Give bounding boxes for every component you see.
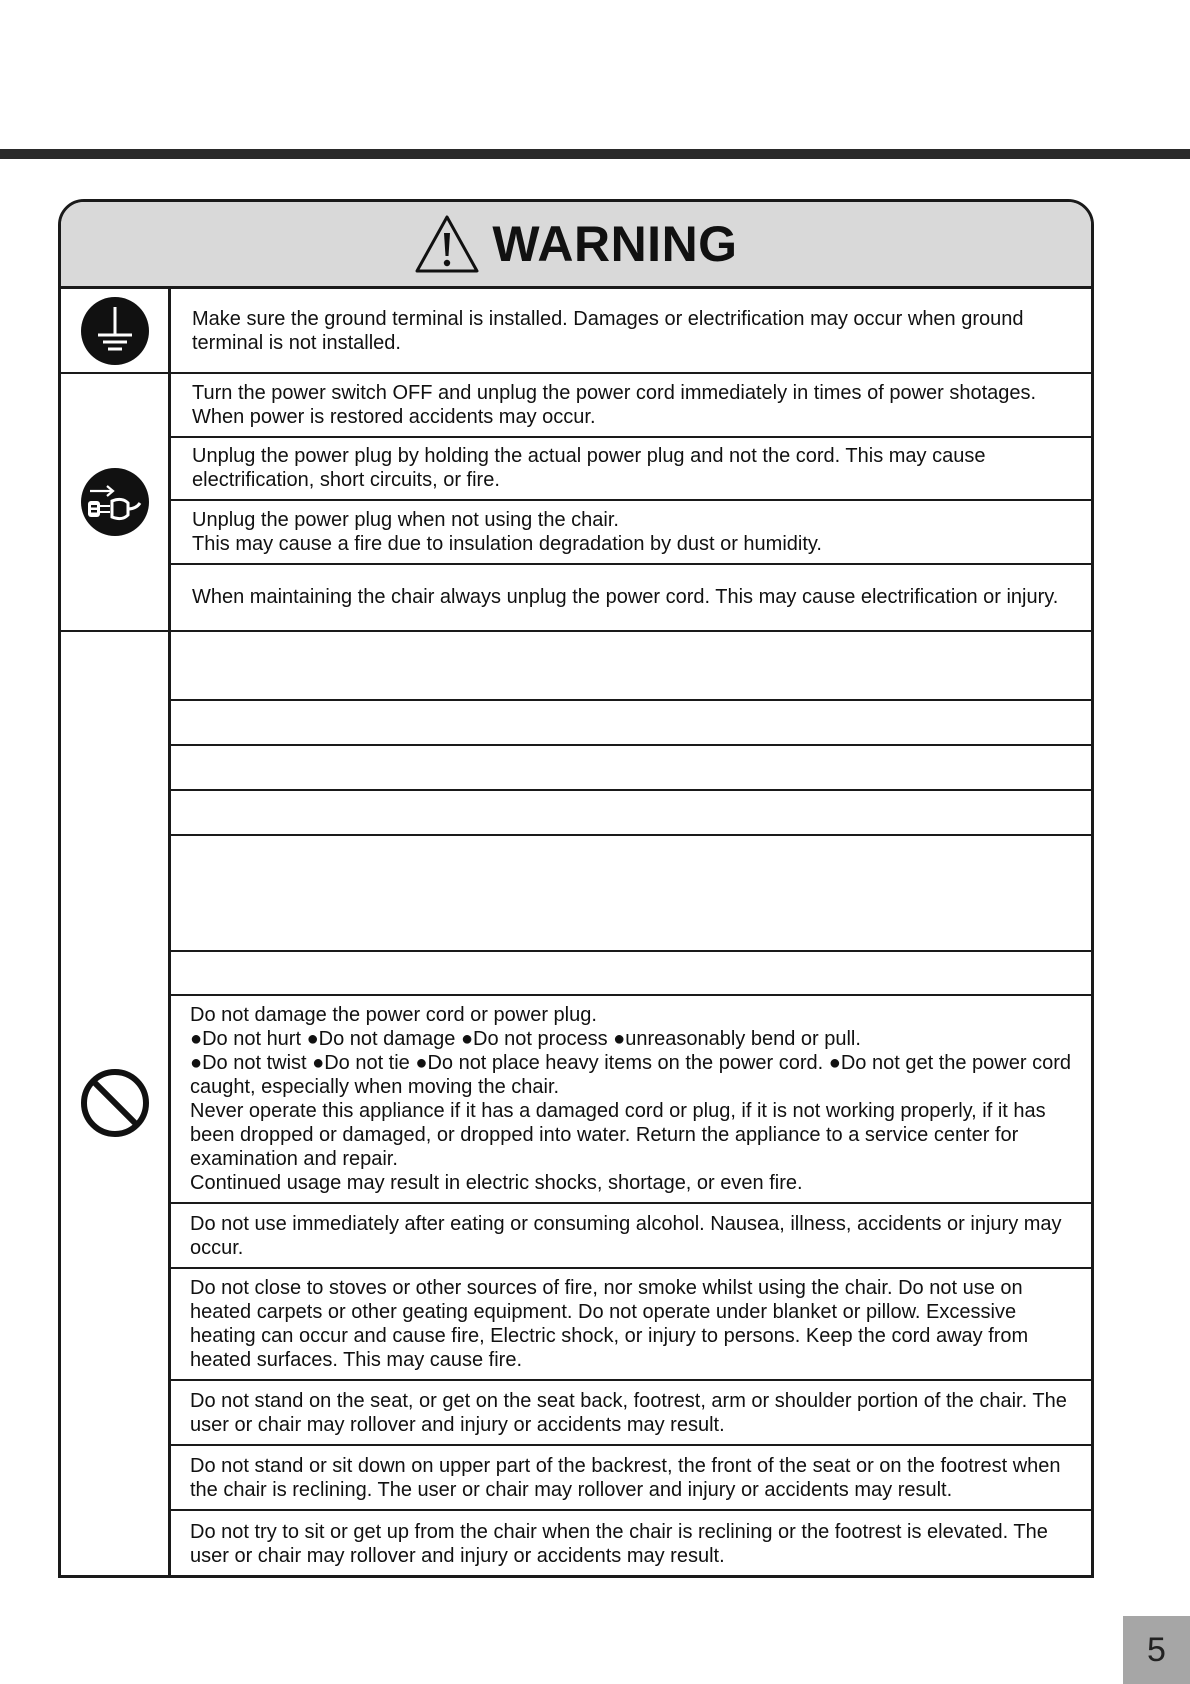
icon-cell (61, 374, 171, 630)
warning-row (171, 501, 1091, 565)
warning-text: Do not damage the power cord or power plug. ●Do not hurt ●Do not damage ●Do not process ●unreasonably bend or pull. ●Do not twist ●Do not tie ●Do not place heavy items on the power cord. ●Do not get the power cord caught, especially when moving the chair. Never operate this appliance if it has a damaged cord or plug, if it is not working properly, if it has been dropped or damaged, or dropped into water. Return the appliance to a service center for examination and repair. Continued usage may result in electric shocks, shortage, or even fire. (190, 1004, 1071, 1194)
warning-row-empty (171, 791, 1091, 836)
warning-text: Unplug the power plug by holding the actual power plug and not the cord. This may cause electrification, short circuits, or fire. (192, 445, 986, 492)
warning-row (171, 374, 1091, 438)
warning-row (171, 1204, 1091, 1269)
warning-text: When maintaining the chair always unplug the power cord. This may cause electrification or injury. (192, 586, 1059, 609)
warning-row-empty (171, 952, 1091, 996)
warning-text: Do not try to sit or get up from the chair when the chair is reclining or the footrest is elevated. The user or chair may rollover and injury or accidents may result. (190, 1520, 1048, 1567)
warning-panel (58, 199, 1094, 1578)
warning-row (171, 1511, 1091, 1576)
warning-row (171, 1269, 1091, 1381)
top-rule (0, 149, 1190, 159)
icon-cell (61, 289, 171, 372)
warning-group-ground (61, 289, 1091, 374)
warning-group-unplug (61, 374, 1091, 632)
page-number: 5 (1123, 1616, 1190, 1684)
unplug-icon (80, 467, 150, 537)
warning-row-empty (171, 836, 1091, 952)
icon-cell (61, 632, 171, 1578)
warning-text: Do not stand or sit down on upper part of the backrest, the front of the seat or on the footrest when the chair is reclining. The user or chair may rollover and injury or accidents may result. (190, 1454, 1061, 1501)
warning-text: Do not close to stoves or other sources of fire, nor smoke whilst using the chair. Do not use on heated carpets or other geating equipment. Do not operate under blanket or pillow. Excessive heating can occur and cause fire, Electric shock, or injury to persons. Keep the cord away from heated surfaces. This may cause fire. (190, 1277, 1029, 1371)
warning-rows (171, 374, 1091, 630)
warning-text: Do not stand on the seat, or get on the seat back, footrest, arm or shoulder portion of the chair. The user or chair may rollover and injury or accidents may result. (190, 1389, 1067, 1436)
warning-text: Turn the power switch OFF and unplug the power cord immediately in times of power shotages. When power is restored accidents may occur. (192, 381, 1037, 428)
warning-rows (171, 632, 1091, 1578)
warning-text: Unplug the power plug when not using the chair. This may cause a fire due to insulation degradation by dust or humidity. (192, 508, 822, 555)
warning-group-prohibited (61, 632, 1091, 1578)
warning-row-empty (171, 746, 1091, 791)
warning-text: Make sure the ground terminal is installed. Damages or electrification may occur when ground terminal is not installed. (192, 307, 1024, 354)
warning-row (171, 289, 1091, 372)
warning-row (171, 996, 1091, 1204)
warning-header (61, 202, 1091, 289)
warning-row-empty (171, 632, 1091, 701)
warning-triangle-icon (414, 214, 480, 274)
warning-title: WARNING (492, 216, 738, 272)
warning-text: Do not use immediately after eating or consuming alcohol. Nausea, illness, accidents or injury may occur. (190, 1212, 1062, 1259)
warning-rows (171, 289, 1091, 372)
warning-row-empty (171, 701, 1091, 746)
warning-row (171, 565, 1091, 630)
warning-row (171, 438, 1091, 502)
prohibited-icon (80, 1068, 150, 1138)
ground-terminal-icon (80, 296, 150, 366)
warning-row (171, 1381, 1091, 1446)
warning-row (171, 1446, 1091, 1511)
